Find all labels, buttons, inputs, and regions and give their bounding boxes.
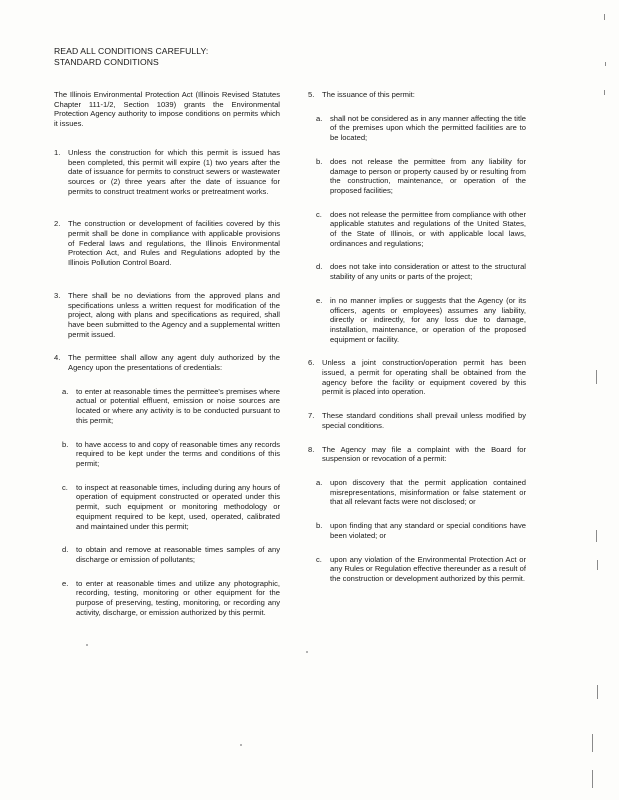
condition-4b	[54, 440, 280, 469]
condition-4	[54, 353, 280, 372]
condition-5d	[308, 262, 526, 281]
condition-7	[308, 411, 526, 430]
intro-paragraph: The Illinois Environmental Protection Act (Illinois Revised Statutes Chapter 111-1/2, Section 1039) grants the Environmental Protection Agency authority to impose conditions on permits which it issues.	[54, 90, 280, 129]
scan-dot	[240, 744, 242, 746]
condition-text: These standard conditions shall prevail unless modified by special conditions.	[322, 411, 526, 430]
condition-5b	[308, 157, 526, 196]
condition-number: 6.	[308, 358, 315, 368]
sub-text: to enter at reasonable times and utilize any photographic, recording, testing, monitoring or other equipment for the purpose of preserving, testing, monitoring, or recording any activity, discharge, or emission authorized by this permit.	[76, 578, 280, 617]
condition-5e	[308, 296, 526, 345]
condition-number: 5.	[308, 90, 315, 99]
sub-text: upon any violation of the Environmental Protection Act or any Rules or Regulation effective thereunder as a result of the construction or development authorized by this permit.	[330, 554, 526, 583]
sub-number: c.	[62, 482, 68, 492]
condition-number: 7.	[308, 411, 315, 421]
scan-mark	[592, 734, 593, 752]
condition-number: 8.	[308, 444, 315, 454]
condition-8c	[308, 555, 526, 584]
sub-number: c.	[316, 554, 322, 564]
condition-text: There shall be no deviations from the approved plans and specifications unless a written request for modification of the project, along with plans and specifications as required, shall have been submitted to the Agency and a supplemental written permit issued.	[68, 290, 280, 339]
sub-text: upon discovery that the permit application contained misrepresentations, misinformation or false statement or that all relevant facts were not disclosed; or	[330, 477, 526, 507]
sub-number: d.	[62, 545, 69, 555]
scan-dot	[306, 651, 308, 653]
sub-text: in no manner implies or suggests that the Agency (or its officers, agents or employees) assumes any liability, directly or indirectly, for any loss due to damage, installation, maintenance, or operation of the proposed equipment or facility.	[330, 295, 526, 344]
sub-text: does not take into consideration or attest to the structural stability of any units or parts of the project;	[330, 262, 526, 282]
sub-number: b.	[316, 521, 323, 531]
scan-mark	[596, 370, 597, 384]
condition-4d	[54, 545, 280, 564]
condition-text: Unless the construction for which this permit is issued has been completed, this permit will expire (1) two years after the date of issuance for permits to construct sewers or wastewater sources or (2) three years after the date of issuance for permits to construct treatment works or pretreatment works.	[68, 147, 280, 196]
sub-text: upon finding that any standard or special conditions have been violated; or	[330, 521, 526, 540]
condition-text: The permittee shall allow any agent duly authorized by the Agency upon the presentations of credentials:	[68, 353, 280, 373]
heading-line-1: READ ALL CONDITIONS CAREFULLY:	[54, 46, 209, 56]
scan-mark	[604, 90, 605, 95]
sub-text: does not release the permittee from compliance with other applicable statutes and regulations of the United States, of the State of Illinois, or with applicable local laws, ordinances and regulations;	[330, 209, 526, 248]
condition-number: 3.	[54, 290, 61, 300]
sub-number: b.	[62, 439, 69, 449]
sub-number: b.	[316, 156, 323, 166]
condition-2	[54, 219, 280, 268]
sub-number: a.	[316, 113, 323, 123]
sub-number: e.	[62, 578, 69, 588]
scan-mark	[605, 62, 606, 66]
condition-5	[308, 90, 526, 100]
scan-mark	[597, 685, 598, 699]
sub-number: a.	[316, 477, 323, 487]
condition-3	[54, 291, 280, 340]
sub-number: a.	[62, 386, 69, 396]
sub-number: e.	[316, 295, 323, 305]
condition-4e	[54, 579, 280, 618]
condition-8b	[308, 521, 526, 540]
sub-number: d.	[316, 262, 323, 272]
sub-text: to obtain and remove at reasonable times samples of any discharge or emission of pollutants;	[76, 545, 280, 564]
scan-mark	[604, 14, 605, 20]
sub-text: to enter at reasonable times the permittee's premises where actual or potential effluent, emission or noise sources are located or where any activity is to be conducted pursuant to this permit;	[76, 386, 280, 425]
scan-mark	[596, 530, 597, 542]
condition-4a	[54, 387, 280, 426]
condition-6	[308, 358, 526, 397]
condition-text: The Agency may file a complaint with the Board for suspension or revocation of a permit:	[322, 444, 526, 464]
sub-text: to have access to and copy of reasonable times any records required to be kept under the terms and conditions of this permit;	[76, 439, 280, 468]
condition-5c	[308, 210, 526, 249]
scan-mark	[597, 560, 598, 570]
right-column	[308, 90, 526, 584]
sub-text: shall not be considered as in any manner affecting the title of the premises upon which the permitted facilities are to be located;	[330, 113, 526, 143]
scan-dot	[86, 644, 88, 646]
condition-text: The construction or development of facilities covered by this permit shall be done in compliance with applicable provisions of Federal laws and regulations, the Illinois Environmental Protection Act, and Rules and Regulations adopted by the Illinois Pollution Control Board.	[68, 219, 280, 268]
condition-4c	[54, 483, 280, 532]
condition-number: 1.	[54, 147, 61, 157]
conditions-heading	[54, 46, 208, 68]
heading-line-2: STANDARD CONDITIONS	[54, 57, 159, 67]
condition-1	[54, 148, 280, 197]
sub-number: c.	[316, 209, 322, 219]
scan-mark	[592, 770, 593, 788]
condition-number: 4.	[54, 353, 61, 363]
condition-5a	[308, 114, 526, 143]
condition-number: 2.	[54, 219, 61, 229]
condition-text: Unless a joint construction/operation permit has been issued, a permit for operating shall be obtained from the agency before the facility or equipment covered by this permit is placed into operation.	[322, 358, 526, 397]
sub-text: does not release the permittee from any liability for damage to person or property caused by or resulting from the construction, maintenance, or operation of the proposed facilities;	[330, 156, 526, 195]
left-column	[54, 90, 280, 617]
condition-8a	[308, 478, 526, 507]
condition-text: The issuance of this permit:	[322, 90, 415, 99]
condition-8	[308, 445, 526, 464]
sub-text: to inspect at reasonable times, including during any hours of operation of equipment constructed or operated under this permit, such equipment or monitoring methodology or equipment required to be kept, used, operated, calibrated and maintained under this permit;	[76, 482, 280, 531]
